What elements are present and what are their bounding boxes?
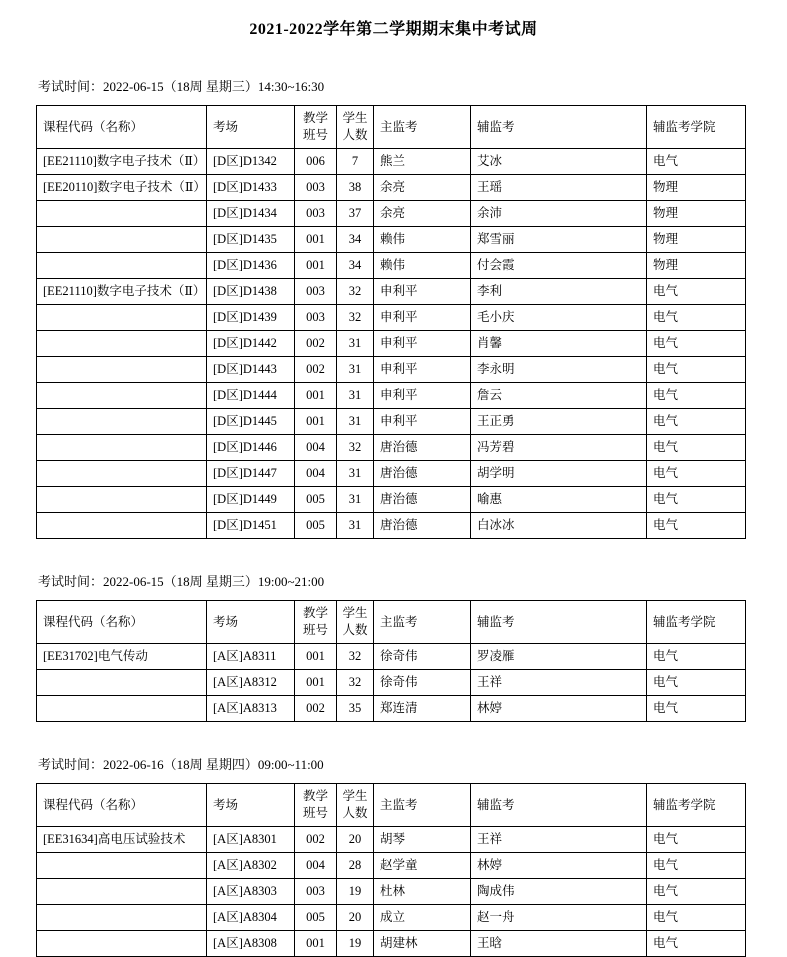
table-cell: 002 [295,357,337,383]
table-cell: 31 [337,357,374,383]
table-cell: 005 [295,487,337,513]
table-cell: 002 [295,696,337,722]
table-cell: [D区]D1449 [207,487,295,513]
table-row [37,253,746,279]
table-cell: 王正勇 [471,409,647,435]
table-row [37,644,746,670]
table-cell: 005 [295,513,337,539]
table-cell: 32 [337,435,374,461]
table-cell: 物理 [647,227,746,253]
table-cell: 赖伟 [374,253,471,279]
table-cell: 004 [295,853,337,879]
table-row [37,879,746,905]
table-cell: 31 [337,331,374,357]
table-cell: 电气 [647,409,746,435]
table-cell: 32 [337,305,374,331]
column-header: 课程代码（名称） [37,601,207,644]
table-row [37,149,746,175]
table-cell: 成立 [374,905,471,931]
table-cell: 7 [337,149,374,175]
table-cell: 徐奇伟 [374,670,471,696]
header-row [37,106,746,149]
table-cell: [D区]D1445 [207,409,295,435]
table-cell: 003 [295,879,337,905]
table-cell: 001 [295,227,337,253]
table-cell: 28 [337,853,374,879]
table-cell: 申利平 [374,331,471,357]
table-cell: 31 [337,487,374,513]
table-cell: 电气 [647,487,746,513]
exam-time-label: 考试时间：2022-06-16（18周 星期四）09:00~11:00 [38,757,324,772]
table-cell: 电气 [647,357,746,383]
table-cell: 31 [337,383,374,409]
table-row [37,827,746,853]
table-cell: 唐治德 [374,487,471,513]
exam-section-3 [0,754,787,957]
table-cell: 余亮 [374,201,471,227]
table-cell [37,305,207,331]
table-cell: 32 [337,279,374,305]
table-row [37,175,746,201]
table-row [37,670,746,696]
table-cell [37,931,207,957]
column-header: 考场 [207,601,295,644]
table-cell: 胡建林 [374,931,471,957]
table-cell: 34 [337,253,374,279]
table-cell: 申利平 [374,305,471,331]
table-cell: 31 [337,409,374,435]
table-cell: 申利平 [374,383,471,409]
table-cell [37,905,207,931]
table-cell: [D区]D1444 [207,383,295,409]
table-cell: 电气 [647,331,746,357]
column-header: 课程代码（名称） [37,784,207,827]
table-cell: [D区]D1447 [207,461,295,487]
table-cell: 电气 [647,670,746,696]
table-cell: 31 [337,513,374,539]
header-row [37,601,746,644]
table-cell: [D区]D1342 [207,149,295,175]
table-cell: [D区]D1451 [207,513,295,539]
table-cell: 19 [337,931,374,957]
column-header: 主监考 [374,106,471,149]
table-cell: 电气 [647,696,746,722]
table-cell: 余沛 [471,201,647,227]
table-row [37,696,746,722]
schedule-table [36,105,746,539]
table-cell: 005 [295,905,337,931]
exam-time-label: 考试时间：2022-06-15（18周 星期三）14:30~16:30 [38,79,325,94]
table-cell: 003 [295,305,337,331]
table-cell: 申利平 [374,279,471,305]
table-cell: 喻惠 [471,487,647,513]
column-header: 学生人数 [337,601,374,644]
table-cell: 罗凌雁 [471,644,647,670]
table-cell: 赖伟 [374,227,471,253]
table-row [37,513,746,539]
table-cell: 20 [337,905,374,931]
table-cell: 电气 [647,853,746,879]
table-cell: 艾冰 [471,149,647,175]
column-header: 考场 [207,784,295,827]
table-cell: 白冰冰 [471,513,647,539]
column-header: 主监考 [374,784,471,827]
table-cell: [EE31634]高电压试验技术 [37,827,207,853]
table-cell: 001 [295,931,337,957]
table-row [37,487,746,513]
table-cell: 001 [295,383,337,409]
table-cell: 电气 [647,905,746,931]
table-cell: 胡学明 [471,461,647,487]
table-cell [37,227,207,253]
column-header: 辅监考学院 [647,106,746,149]
column-header: 辅监考学院 [647,601,746,644]
column-header: 辅监考 [471,784,647,827]
table-cell: 唐治德 [374,461,471,487]
table-cell: 32 [337,670,374,696]
table-cell: 004 [295,461,337,487]
table-cell: 19 [337,879,374,905]
table-cell: 31 [337,461,374,487]
table-cell: 003 [295,175,337,201]
table-cell: 詹云 [471,383,647,409]
table-cell: [A区]A8302 [207,853,295,879]
table-cell [37,331,207,357]
table-cell: [D区]D1438 [207,279,295,305]
table-row [37,227,746,253]
table-cell: [A区]A8304 [207,905,295,931]
table-cell: 余亮 [374,175,471,201]
table-cell: [D区]D1435 [207,227,295,253]
table-row [37,279,746,305]
table-cell: 电气 [647,305,746,331]
column-header: 教学班号 [295,106,337,149]
table-cell: 肖馨 [471,331,647,357]
table-row [37,201,746,227]
table-row [37,931,746,957]
table-cell [37,853,207,879]
table-cell: 申利平 [374,357,471,383]
table-cell [37,670,207,696]
table-cell: 电气 [647,461,746,487]
column-header: 学生人数 [337,106,374,149]
table-cell: 林婷 [471,696,647,722]
table-cell: 002 [295,827,337,853]
table-cell: [A区]A8308 [207,931,295,957]
table-cell: 电气 [647,383,746,409]
table-cell: 电气 [647,879,746,905]
table-cell: 002 [295,331,337,357]
table-cell [37,357,207,383]
table-row [37,853,746,879]
table-cell: 陶成伟 [471,879,647,905]
column-header: 辅监考 [471,601,647,644]
table-cell: 电气 [647,279,746,305]
table-cell [37,696,207,722]
table-cell [37,879,207,905]
table-cell [37,253,207,279]
table-cell: 电气 [647,644,746,670]
table-cell: [EE21110]数字电子技术（Ⅱ） [37,149,207,175]
table-cell: 王晗 [471,931,647,957]
schedule-table [36,783,746,957]
table-cell: [D区]D1446 [207,435,295,461]
table-cell: 赵学童 [374,853,471,879]
table-cell: 王祥 [471,827,647,853]
schedule-table [36,600,746,722]
table-cell: 电气 [647,931,746,957]
table-cell: 006 [295,149,337,175]
table-cell: 电气 [647,513,746,539]
table-cell: 毛小庆 [471,305,647,331]
table-cell: [D区]D1439 [207,305,295,331]
table-cell: [D区]D1434 [207,201,295,227]
table-cell: 32 [337,644,374,670]
table-cell: 赵一舟 [471,905,647,931]
table-cell: 物理 [647,201,746,227]
table-row [37,435,746,461]
table-row [37,331,746,357]
table-cell: 郑雪丽 [471,227,647,253]
table-row [37,357,746,383]
column-header: 学生人数 [337,784,374,827]
page-title: 2021-2022学年第二学期期末集中考试周 [249,21,538,38]
table-cell: [A区]A8311 [207,644,295,670]
table-cell [37,409,207,435]
table-cell [37,435,207,461]
header-row [37,784,746,827]
table-cell: 唐治德 [374,513,471,539]
table-cell: 37 [337,201,374,227]
table-cell [37,487,207,513]
table-cell: [EE31702]电气传动 [37,644,207,670]
table-cell: 电气 [647,827,746,853]
table-cell: 物理 [647,175,746,201]
table-cell: [A区]A8313 [207,696,295,722]
table-row [37,461,746,487]
exam-section-2 [0,571,787,722]
exam-section-1 [0,76,787,539]
table-cell: 付会霞 [471,253,647,279]
table-cell: 20 [337,827,374,853]
table-cell: 王瑶 [471,175,647,201]
table-cell: 001 [295,253,337,279]
table-cell: 004 [295,435,337,461]
column-header: 主监考 [374,601,471,644]
table-cell: [A区]A8303 [207,879,295,905]
table-row [37,305,746,331]
table-cell: [D区]D1442 [207,331,295,357]
table-cell: 林婷 [471,853,647,879]
table-cell: 胡琴 [374,827,471,853]
table-cell: 001 [295,409,337,435]
table-cell: 李永明 [471,357,647,383]
table-cell: [EE21110]数字电子技术（Ⅱ） [37,279,207,305]
table-row [37,383,746,409]
table-cell: 唐治德 [374,435,471,461]
table-cell: 申利平 [374,409,471,435]
table-cell: 001 [295,670,337,696]
table-cell: [D区]D1443 [207,357,295,383]
table-cell: 003 [295,201,337,227]
column-header: 辅监考学院 [647,784,746,827]
table-row [37,905,746,931]
column-header: 教学班号 [295,601,337,644]
column-header: 考场 [207,106,295,149]
table-cell: [D区]D1433 [207,175,295,201]
table-cell: [A区]A8301 [207,827,295,853]
table-cell: 杜林 [374,879,471,905]
table-cell: 王祥 [471,670,647,696]
table-cell: [A区]A8312 [207,670,295,696]
table-cell: 物理 [647,253,746,279]
table-cell: 003 [295,279,337,305]
table-cell: 001 [295,644,337,670]
table-cell [37,383,207,409]
table-cell [37,513,207,539]
table-cell: 熊兰 [374,149,471,175]
table-cell [37,461,207,487]
exam-time-label: 考试时间：2022-06-15（18周 星期三）19:00~21:00 [38,574,325,589]
table-cell: 徐奇伟 [374,644,471,670]
table-row [37,409,746,435]
table-cell: 电气 [647,435,746,461]
table-cell: 电气 [647,149,746,175]
column-header: 教学班号 [295,784,337,827]
column-header: 辅监考 [471,106,647,149]
table-cell: 冯芳碧 [471,435,647,461]
table-cell: 35 [337,696,374,722]
table-cell: 34 [337,227,374,253]
table-cell: 38 [337,175,374,201]
table-cell: 李利 [471,279,647,305]
table-cell [37,201,207,227]
table-cell: [EE20110]数字电子技术（Ⅱ） [37,175,207,201]
table-cell: 郑连清 [374,696,471,722]
table-cell: [D区]D1436 [207,253,295,279]
column-header: 课程代码（名称） [37,106,207,149]
